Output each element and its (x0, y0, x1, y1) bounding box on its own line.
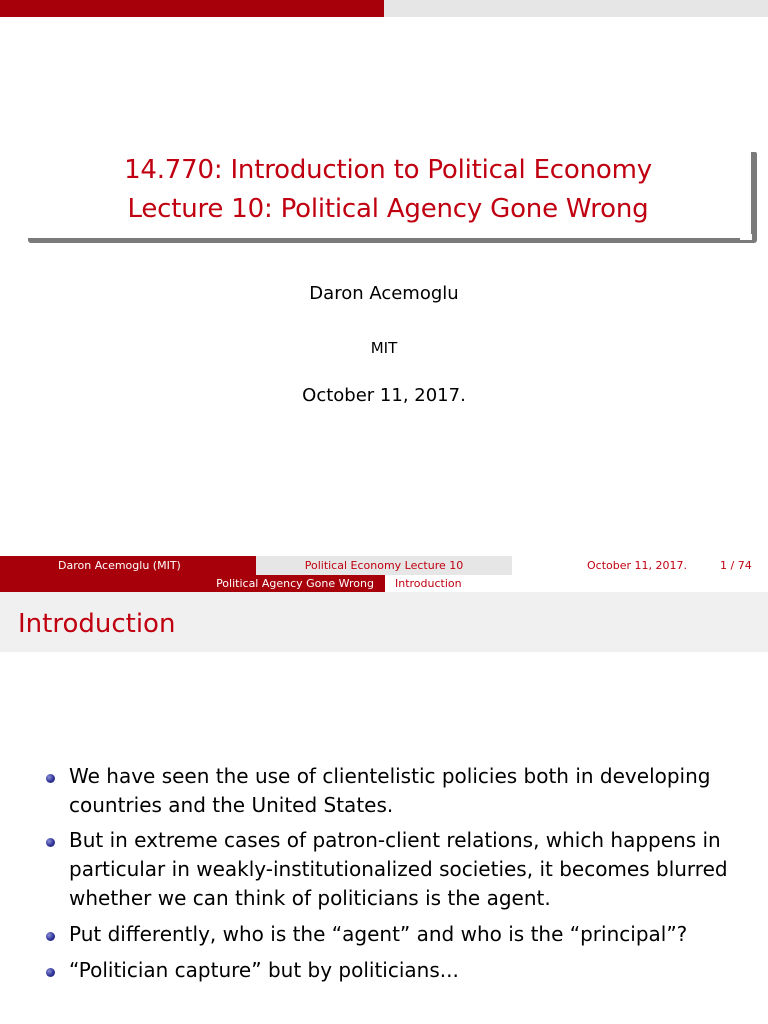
bullet-icon (46, 838, 55, 847)
nav-section[interactable]: Political Agency Gone Wrong (216, 577, 374, 590)
title-box-corner (740, 234, 752, 240)
bullet-icon (46, 774, 55, 783)
slide-subtitle: Lecture 10: Political Agency Gone Wrong (127, 194, 649, 224)
top-bar-right (384, 0, 768, 17)
bullet-icon (46, 968, 55, 977)
bullet-text: But in extreme cases of patron-client relations, which happens in particular in weakly-institutionalized societies, it becomes blurred whether we can think of politicians is the agent. (69, 828, 728, 910)
institute: MIT (370, 339, 398, 357)
footer-page-number: 1 / 74 (720, 559, 752, 572)
author: Daron Acemoglu (309, 283, 459, 304)
bullet-icon (46, 932, 55, 941)
bullet-text: Put differently, who is the “agent” and who is the “principal”? (69, 922, 688, 946)
presentation-date: October 11, 2017. (302, 385, 466, 406)
slide-title: 14.770: Introduction to Political Economy (124, 155, 652, 185)
top-bar-left (0, 0, 384, 17)
frame-title: Introduction (18, 609, 176, 639)
title-box (24, 152, 752, 240)
footer-short-title: Political Economy Lecture 10 (256, 556, 512, 575)
top-progress-bar (0, 0, 768, 17)
section-navigation (0, 575, 768, 592)
footer-author: Daron Acemoglu (MIT) (0, 556, 256, 575)
nav-subsection[interactable]: Introduction (385, 575, 768, 592)
footer-date-page (512, 556, 768, 575)
title-box-shadow-bottom (28, 238, 757, 243)
bullet-text: “Politician capture” but by politicians... (69, 958, 459, 982)
bullet-text: We have seen the use of clientelistic policies both in developing countries and the United States. (69, 764, 711, 817)
footline (0, 556, 768, 575)
footer-date: October 11, 2017. (587, 559, 687, 572)
